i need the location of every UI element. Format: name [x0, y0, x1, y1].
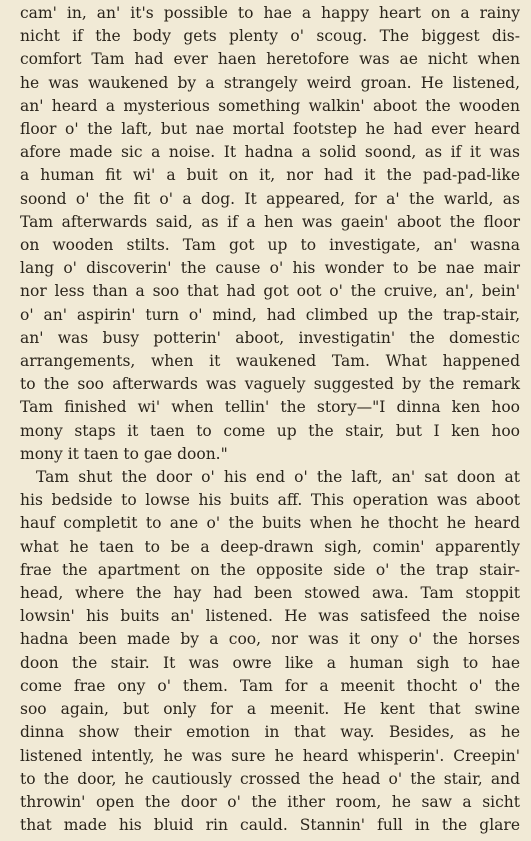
text-line: mony it taen to gae doon."	[20, 444, 228, 463]
text-line: his bedside to lowse his buits aff. This operation was aboot	[20, 491, 520, 510]
paragraph-2	[20, 466, 521, 837]
text-line: what he taen to be a deep-drawn sigh, comin' apparently	[20, 537, 520, 556]
text-line: cam' in, an' it's possible to hae a happy heart on a rainy	[20, 4, 520, 22]
text-line: o' an' aspirin' turn o' mind, had climbed up the trap-stair,	[20, 305, 520, 324]
text-line: throwin' open the door o' the ither room, he saw a sicht	[20, 792, 520, 811]
text-line: to the door, he cautiously crossed the head o' the stair, and	[20, 769, 520, 788]
text-line: floor o' the laft, but nae mortal footstep he had ever heard	[20, 120, 520, 139]
text-line: head, where the hay had been stowed awa. Tam stoppit	[20, 584, 520, 603]
text-line: he was waukened by a strangely weird groan. He listened,	[20, 73, 520, 92]
text-line: nor less than a soo that had got oot o' the cruive, an', bein'	[20, 282, 520, 301]
text-line: an' was busy potterin' aboot, investigatin' the domestic	[20, 328, 520, 347]
text-line: soond o' the fit o' a dog. It appeared, for a' the warld, as	[20, 189, 520, 208]
text-line: hauf completit to ane o' the buits when he thocht he heard	[20, 514, 520, 533]
text-line: lowsin' his buits an' listened. He was satisfeed the noise	[20, 607, 520, 626]
paragraph-1	[20, 2, 521, 466]
text-line: that made his bluid rin cauld. Stannin' full in the glare	[20, 816, 520, 835]
text-line: nicht if the body gets plenty o' scoug. The biggest dis-	[20, 27, 520, 46]
text-line: a human fit wi' a buit on it, nor had it the pad-pad-like	[20, 166, 520, 185]
text-line: listened intently, he was sure he heard whisperin'. Creepin'	[20, 746, 520, 765]
text-line: on wooden stilts. Tam got up to investigate, an' wasna	[20, 236, 520, 255]
text-line: arrangements, when it waukened Tam. What happened	[20, 352, 520, 371]
text-line: Tam shut the door o' his end o' the laft, an' sat doon at	[36, 468, 520, 487]
text-line: mony staps it taen to come up the stair, but I ken hoo	[20, 421, 520, 440]
text-line: lang o' discoverin' the cause o' his wonder to be nae mair	[20, 259, 520, 278]
text-line: comfort Tam had ever haen heretofore was ae nicht when	[20, 50, 520, 69]
text-line: come frae ony o' them. Tam for a meenit thocht o' the	[20, 676, 520, 695]
text-line: hadna been made by a coo, nor was it ony o' the horses	[20, 630, 520, 649]
text-line: to the soo afterwards was vaguely suggested by the remark	[20, 375, 520, 394]
text-line: soo again, but only for a meenit. He kent that swine	[20, 700, 520, 719]
text-line: Tam finished wi' when tellin' the story—"I dinna ken hoo	[20, 398, 520, 417]
text-line: frae the apartment on the opposite side o' the trap stair-	[20, 560, 520, 579]
text-line: dinna show their emotion in that way. Besides, as he	[20, 723, 520, 742]
text-line: an' heard a mysterious something walkin' aboot the wooden	[20, 96, 520, 115]
text-line: doon the stair. It was owre like a human sigh to hae	[20, 653, 520, 672]
text-line: Tam afterwards said, as if a hen was gaein' aboot the floor	[20, 212, 520, 231]
text-line: afore made sic a noise. It hadna a solid soond, as if it was	[20, 143, 520, 162]
